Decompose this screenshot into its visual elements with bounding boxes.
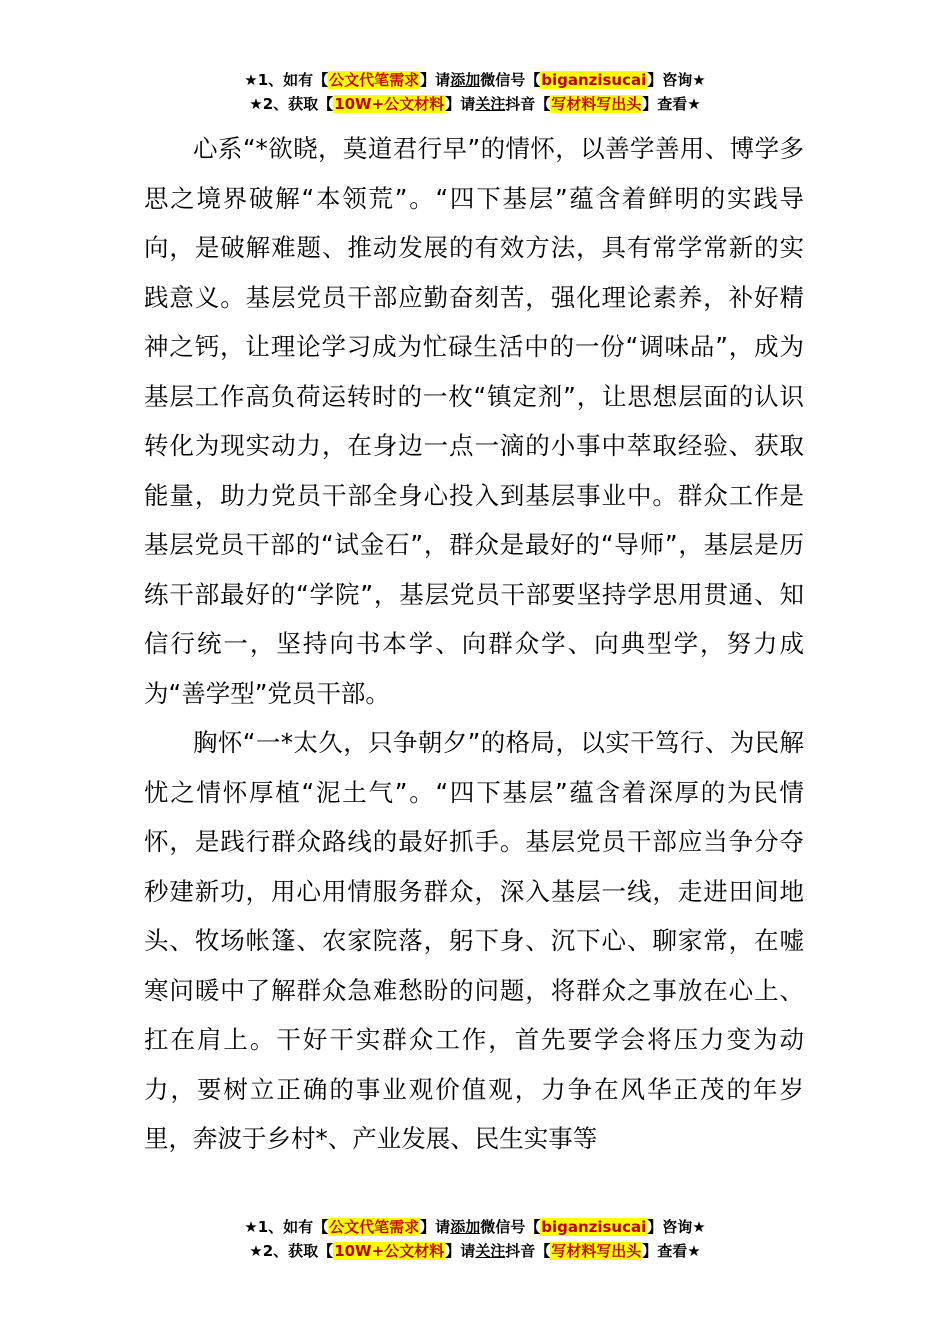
banner-emphasis: 添加 [450,1218,481,1236]
highlight-materials: 10W+公文材料 [334,1242,445,1260]
footer-banner [0,1215,950,1263]
banner-text: 】请 [420,71,451,89]
highlight-service: 公文代笔需求 [329,1218,420,1236]
banner-text: 】查看★ [642,1242,701,1260]
paragraph: 心系“*欲晓，莫道君行早”的情怀，以善学善用、博学多思之境界破解“本领荒”。“四下基层”蕴含着鲜明的实践导向，是破解难题、推动发展的有效方法，具有常学常新的实践意义。基层党员干部应勤奋刻苦，强化理论素养，补好精神之钙，让理论学习成为忙碌生活中的一份“调味品”，成为基层工作高负荷运转时的一枚“镇定剂”，让思想层面的认识转化为现实动力，在身边一点一滴的小事中萃取经验、获取能量，助力党员干部全身心投入到基层事业中。群众工作是基层党员干部的“试金石”，群众是最好的“导师”，基层是历练干部最好的“学院”，基层党员干部要坚持学思用贯通、知信行统一，坚持向书本学、向群众学、向典型学，努力成为“善学型”党员干部。 [144,134,804,708]
paragraph: 胸怀“一*太久，只争朝夕”的格局，以实干笃行、为民解忧之情怀厚植“泥土气”。“四下基层”蕴含着深厚的为民情怀，是践行群众路线的最好抓手。基层党员干部应当争分夺秒建新功，用心用情服务群众，深入基层一线，走进田间地头、牧场帐篷、农家院落，躬下身、沉下心、聊家常，在嘘寒问暖中了解群众急难愁盼的问题，将群众之事放在心上、扛在肩上。干好干实群众工作，首先要学会将压力变为动力，要树立正确的事业观价值观，力争在风华正茂的年岁里，奔波于乡村*、产业发展、民生实事等 [144,728,804,1153]
banner-line-2 [0,1239,950,1263]
banner-text: 抖音【 [505,95,551,113]
banner-text: 微信号【 [480,1218,541,1236]
banner-line-1 [0,68,950,92]
banner-text: 】咨询★ [647,71,706,89]
banner-text: 】查看★ [642,95,701,113]
banner-emphasis: 关注 [475,95,506,113]
header-banner [0,68,950,116]
banner-text: 】咨询★ [647,1218,706,1236]
highlight-service: 公文代笔需求 [329,71,420,89]
highlight-douyin: 写材料写出头 [551,95,642,113]
banner-emphasis: 添加 [450,71,481,89]
highlight-wechat-id: biganzisucai [541,71,647,89]
document-body [144,124,804,1164]
highlight-douyin: 写材料写出头 [551,1242,642,1260]
banner-text: 微信号【 [480,71,541,89]
banner-text: 】请 [445,1242,476,1260]
banner-text: ★1、如有【 [244,1218,329,1236]
banner-line-2 [0,92,950,116]
banner-text: 抖音【 [505,1242,551,1260]
banner-text: 】请 [445,95,476,113]
banner-text: 】请 [420,1218,451,1236]
highlight-materials: 10W+公文材料 [334,95,445,113]
banner-text: ★2、获取【 [249,95,334,113]
banner-text: ★2、获取【 [249,1242,334,1260]
highlight-wechat-id: biganzisucai [541,1218,647,1236]
banner-line-1 [0,1215,950,1239]
banner-text: ★1、如有【 [244,71,329,89]
banner-emphasis: 关注 [475,1242,506,1260]
